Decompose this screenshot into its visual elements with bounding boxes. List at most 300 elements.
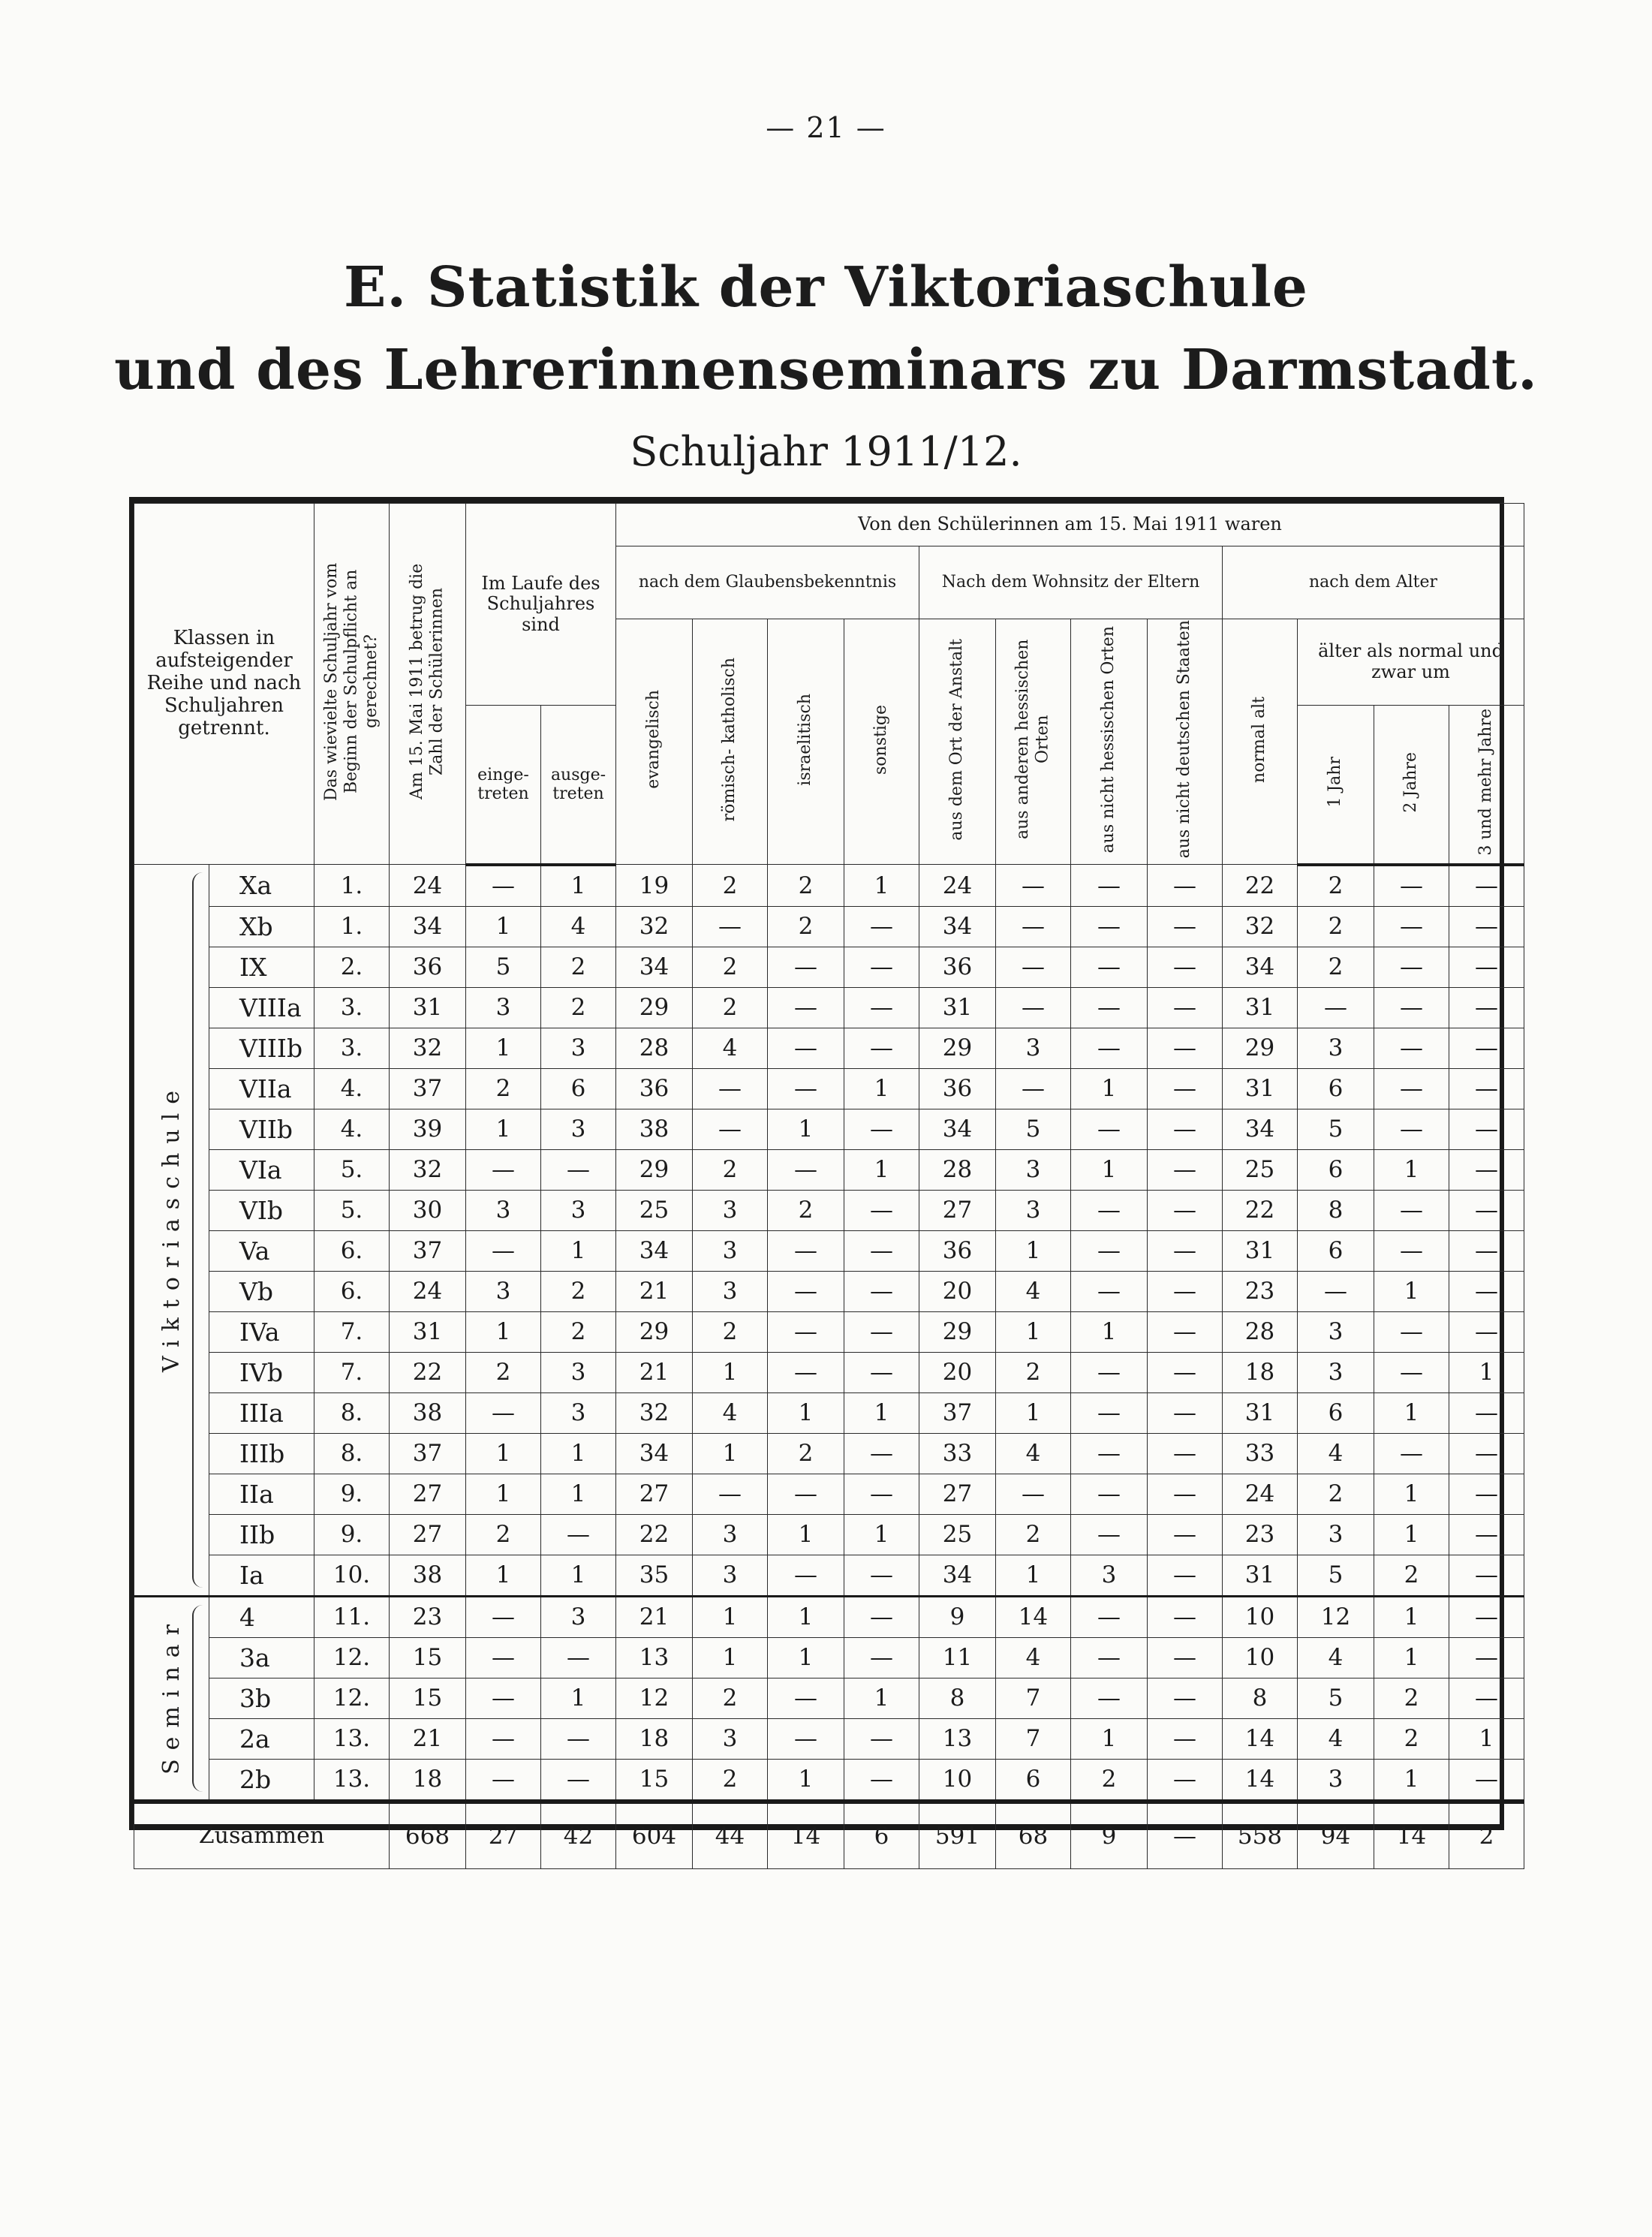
table-cell: 1 — [541, 1555, 616, 1596]
table-cell: 2 — [1298, 865, 1374, 907]
table-cell: — — [466, 1718, 541, 1759]
table-cell: 3 — [693, 1514, 768, 1555]
class-name-cell: 2b — [209, 1759, 314, 1802]
statistics-table — [134, 503, 1524, 1869]
total-cell: — — [1148, 1802, 1223, 1869]
table-cell: 2 — [693, 865, 768, 907]
table-cell: 37 — [390, 1230, 466, 1271]
table-body — [134, 865, 1524, 1869]
table-cell: 2 — [768, 1190, 844, 1230]
table-cell: 9. — [314, 1514, 390, 1555]
table-cell: 38 — [390, 1392, 466, 1433]
table-cell: — — [1148, 1352, 1223, 1392]
table-cell: 4 — [1298, 1718, 1374, 1759]
table-cell: 34 — [616, 947, 693, 987]
table-cell: 1 — [1071, 1149, 1148, 1190]
table-cell: 6 — [541, 1068, 616, 1109]
table-cell: — — [844, 1718, 919, 1759]
table-cell: — — [466, 865, 541, 907]
table-cell: — — [844, 1271, 919, 1311]
table-cell: 32 — [616, 1392, 693, 1433]
table-cell: — — [1071, 1230, 1148, 1271]
table-cell: 6 — [1298, 1230, 1374, 1271]
table-cell: — — [1449, 1596, 1524, 1637]
table-cell: 6. — [314, 1230, 390, 1271]
table-cell: 3 — [996, 1149, 1071, 1190]
table-cell: — — [1071, 1678, 1148, 1718]
table-cell: — — [1148, 987, 1223, 1028]
table-cell: — — [1071, 906, 1148, 947]
table-cell: 4 — [693, 1028, 768, 1068]
table-cell: 1 — [693, 1596, 768, 1637]
table-cell: 3 — [1298, 1352, 1374, 1392]
table-cell: 14 — [1223, 1759, 1298, 1802]
table-cell: 18 — [1223, 1352, 1298, 1392]
table-cell: 23 — [1223, 1271, 1298, 1311]
table-cell: — — [1148, 1678, 1223, 1718]
table-row — [134, 1474, 1524, 1514]
total-cell: 27 — [466, 1802, 541, 1869]
table-cell: 6 — [1298, 1149, 1374, 1190]
total-cell: 6 — [844, 1802, 919, 1869]
table-cell: 11 — [919, 1637, 996, 1678]
table-cell: 30 — [390, 1190, 466, 1230]
table-cell: 1 — [1449, 1352, 1524, 1392]
table-cell: — — [1449, 1678, 1524, 1718]
table-cell: 15 — [616, 1759, 693, 1802]
table-cell: 2 — [996, 1514, 1071, 1555]
table-cell: 1 — [768, 1109, 844, 1149]
class-name-cell: Xa — [209, 865, 314, 907]
table-cell: — — [1071, 1433, 1148, 1474]
table-cell: — — [693, 1109, 768, 1149]
table-cell: 27 — [616, 1474, 693, 1514]
group-label-seminar: Seminar — [134, 1596, 209, 1802]
table-cell: 1 — [466, 906, 541, 947]
table-cell: 23 — [1223, 1514, 1298, 1555]
table-cell: 2 — [541, 1271, 616, 1311]
table-cell: 3 — [1298, 1028, 1374, 1068]
table-cell: 3 — [541, 1596, 616, 1637]
header-jahr2: 2 Jahre — [1374, 706, 1449, 865]
table-cell: — — [1374, 865, 1449, 907]
table-cell: 2 — [1298, 947, 1374, 987]
table-cell: 5 — [1298, 1678, 1374, 1718]
table-cell: 1 — [844, 1149, 919, 1190]
table-cell: 22 — [390, 1352, 466, 1392]
table-cell: 4 — [1298, 1637, 1374, 1678]
table-cell: 1 — [466, 1433, 541, 1474]
table-cell: — — [1071, 865, 1148, 907]
table-cell: 27 — [390, 1514, 466, 1555]
table-cell: — — [1148, 1637, 1223, 1678]
table-cell: — — [1449, 987, 1524, 1028]
table-cell: — — [1148, 1514, 1223, 1555]
table-cell: — — [844, 1596, 919, 1637]
table-row — [134, 1028, 1524, 1068]
table-cell: 1 — [541, 1433, 616, 1474]
table-cell: 5 — [466, 947, 541, 987]
table-cell: 36 — [390, 947, 466, 987]
table-cell: 28 — [616, 1028, 693, 1068]
header-normal: normal alt — [1223, 619, 1298, 865]
table-cell: 1 — [1449, 1718, 1524, 1759]
table-cell: — — [1374, 947, 1449, 987]
table-cell: 1 — [693, 1637, 768, 1678]
table-cell: 4 — [996, 1637, 1071, 1678]
table-cell: 2 — [1071, 1759, 1148, 1802]
table-cell: — — [1374, 987, 1449, 1028]
total-label: Zusammen — [134, 1802, 390, 1869]
table-cell: 3 — [1298, 1311, 1374, 1352]
table-cell: 29 — [919, 1311, 996, 1352]
table-cell: 1. — [314, 906, 390, 947]
table-cell: 2 — [541, 1311, 616, 1352]
table-cell: — — [1148, 947, 1223, 987]
class-name-cell: Ia — [209, 1555, 314, 1596]
header-glauben: nach dem Glaubensbekenntnis — [616, 546, 919, 619]
table-cell: 12 — [616, 1678, 693, 1718]
table-cell: 29 — [616, 1149, 693, 1190]
header-jahr3: 3 und mehr Jahre — [1449, 706, 1524, 865]
table-cell: 1 — [466, 1109, 541, 1149]
table-cell: — — [1148, 1271, 1223, 1311]
table-cell: — — [1148, 1028, 1223, 1068]
table-cell: — — [1449, 1514, 1524, 1555]
table-row — [134, 1230, 1524, 1271]
table-cell: — — [1374, 1352, 1449, 1392]
table-cell: 6. — [314, 1271, 390, 1311]
header-jahr1: 1 Jahr — [1298, 706, 1374, 865]
table-cell: — — [844, 1474, 919, 1514]
table-cell: 34 — [1223, 1109, 1298, 1149]
table-cell: — — [844, 1352, 919, 1392]
table-cell: 12. — [314, 1678, 390, 1718]
table-cell: — — [1148, 1596, 1223, 1637]
table-row — [134, 1392, 1524, 1433]
table-cell: 1 — [1374, 1596, 1449, 1637]
table-cell: 3 — [466, 1190, 541, 1230]
header-sonstige: sonstige — [844, 619, 919, 865]
class-name-cell: IIIa — [209, 1392, 314, 1433]
table-cell: — — [844, 1637, 919, 1678]
table-cell: 36 — [919, 947, 996, 987]
table-cell: — — [466, 1230, 541, 1271]
header-wohnsitz: Nach dem Wohnsitz der Eltern — [919, 546, 1223, 619]
table-cell: — — [1449, 1028, 1524, 1068]
table-cell: 14 — [996, 1596, 1071, 1637]
table-cell: 6 — [1298, 1392, 1374, 1433]
table-cell: 2 — [768, 865, 844, 907]
table-cell: — — [1148, 1555, 1223, 1596]
page-number: — 21 — — [766, 111, 886, 144]
table-cell: 13 — [616, 1637, 693, 1678]
table-cell: 2 — [1298, 1474, 1374, 1514]
class-name-cell: VIIIb — [209, 1028, 314, 1068]
table-cell: 1 — [768, 1514, 844, 1555]
table-cell: 1 — [844, 1678, 919, 1718]
table-cell: — — [466, 1149, 541, 1190]
table-cell: — — [844, 1759, 919, 1802]
table-cell: 2. — [314, 947, 390, 987]
class-name-cell: VIb — [209, 1190, 314, 1230]
header-laufe: Im Laufe des Schuljahres sind — [466, 504, 616, 706]
table-cell: 4. — [314, 1068, 390, 1109]
table-cell: 1 — [996, 1555, 1071, 1596]
table-cell: 24 — [1223, 1474, 1298, 1514]
table-cell: 1 — [693, 1352, 768, 1392]
table-cell: — — [1374, 1109, 1449, 1149]
table-cell: 1 — [768, 1596, 844, 1637]
table-cell: — — [1148, 1311, 1223, 1352]
total-cell: 42 — [541, 1802, 616, 1869]
table-cell: 1 — [844, 865, 919, 907]
table-cell: 31 — [1223, 1068, 1298, 1109]
table-cell: 21 — [390, 1718, 466, 1759]
table-cell: 33 — [1223, 1433, 1298, 1474]
table-cell: 5 — [1298, 1109, 1374, 1149]
table-cell: 1 — [996, 1230, 1071, 1271]
table-cell: 12 — [1298, 1596, 1374, 1637]
table-cell: 2 — [466, 1514, 541, 1555]
table-cell: 2 — [996, 1352, 1071, 1392]
table-cell: 4. — [314, 1109, 390, 1149]
table-cell: 1 — [1071, 1718, 1148, 1759]
table-cell: 1 — [1374, 1759, 1449, 1802]
table-cell: 3 — [693, 1718, 768, 1759]
table-cell: — — [844, 1109, 919, 1149]
table-cell: — — [1449, 1555, 1524, 1596]
table-cell: 24 — [919, 865, 996, 907]
table-cell: — — [1449, 1433, 1524, 1474]
table-row — [134, 987, 1524, 1028]
table-row — [134, 865, 1524, 907]
table-cell: 31 — [390, 987, 466, 1028]
table-cell: 11. — [314, 1596, 390, 1637]
table-cell: 8 — [1298, 1190, 1374, 1230]
table-cell: — — [1148, 906, 1223, 947]
header-klassen: Klassen in aufsteigender Reihe und nach Schuljahren getrennt. — [134, 504, 314, 865]
table-cell: — — [996, 1068, 1071, 1109]
table-row — [134, 1190, 1524, 1230]
table-row — [134, 1311, 1524, 1352]
class-name-cell: IIa — [209, 1474, 314, 1514]
total-cell: 2 — [1449, 1802, 1524, 1869]
table-cell: 20 — [919, 1352, 996, 1392]
table-row — [134, 1352, 1524, 1392]
table-cell: — — [1071, 987, 1148, 1028]
table-cell: 25 — [1223, 1149, 1298, 1190]
header-ort: aus dem Ort der Anstalt — [919, 619, 996, 865]
table-cell: 3 — [541, 1028, 616, 1068]
table-cell: 10 — [919, 1759, 996, 1802]
table-cell: 31 — [390, 1311, 466, 1352]
table-cell: 29 — [616, 987, 693, 1028]
table-cell: 1 — [1374, 1514, 1449, 1555]
header-israelitisch: israelitisch — [768, 619, 844, 865]
group-label-viktoria: Viktoriaschule — [134, 865, 209, 1597]
table-cell: 34 — [919, 906, 996, 947]
table-cell: — — [1449, 1190, 1524, 1230]
table-cell: 1 — [466, 1555, 541, 1596]
table-row — [134, 1555, 1524, 1596]
table-cell: 2 — [541, 987, 616, 1028]
table-cell: — — [1449, 1271, 1524, 1311]
table-cell: — — [1374, 1028, 1449, 1068]
table-cell: 22 — [616, 1514, 693, 1555]
table-cell: 34 — [1223, 947, 1298, 987]
table-cell: 27 — [919, 1474, 996, 1514]
table-cell: 2 — [1374, 1555, 1449, 1596]
table-cell: — — [1374, 1190, 1449, 1230]
table-cell: 21 — [616, 1352, 693, 1392]
table-cell: 14 — [1223, 1718, 1298, 1759]
table-cell: 2 — [1374, 1718, 1449, 1759]
table-cell: — — [768, 1068, 844, 1109]
table-cell: 1 — [768, 1759, 844, 1802]
table-cell: 3 — [693, 1271, 768, 1311]
table-cell: — — [1071, 947, 1148, 987]
table-cell: 8. — [314, 1392, 390, 1433]
table-cell: 22 — [1223, 865, 1298, 907]
class-name-cell: VIa — [209, 1149, 314, 1190]
table-cell: — — [1449, 906, 1524, 947]
class-name-cell: VIIb — [209, 1109, 314, 1149]
table-cell: 4 — [996, 1433, 1071, 1474]
table-cell: — — [1449, 1637, 1524, 1678]
table-cell: — — [1071, 1514, 1148, 1555]
table-cell: 31 — [1223, 1555, 1298, 1596]
class-name-cell: IIIb — [209, 1433, 314, 1474]
table-cell: — — [1148, 1718, 1223, 1759]
table-cell: 4 — [693, 1392, 768, 1433]
header-evangelisch: evangelisch — [616, 619, 693, 865]
class-name-cell: IVb — [209, 1352, 314, 1392]
table-cell: — — [1298, 1271, 1374, 1311]
table-cell: 3 — [541, 1109, 616, 1149]
table-cell: — — [466, 1759, 541, 1802]
table-cell: — — [541, 1637, 616, 1678]
table-cell: — — [844, 906, 919, 947]
table-cell: 1 — [541, 1230, 616, 1271]
header-zahl: Am 15. Mai 1911 betrug die Zahl der Schülerinnen — [390, 504, 466, 865]
table-cell: 1 — [768, 1392, 844, 1433]
table-cell: 15 — [390, 1678, 466, 1718]
class-name-cell: IIb — [209, 1514, 314, 1555]
table-cell: 2 — [1298, 906, 1374, 947]
table-cell: — — [1449, 1068, 1524, 1109]
table-cell: — — [768, 987, 844, 1028]
table-cell: 1 — [844, 1392, 919, 1433]
table-cell: — — [541, 1514, 616, 1555]
table-cell: 2 — [693, 1149, 768, 1190]
table-cell: — — [1148, 1149, 1223, 1190]
table-cell: — — [1374, 1311, 1449, 1352]
table-cell: — — [1298, 987, 1374, 1028]
title-line-2: und des Lehrerinnenseminars zu Darmstadt. — [114, 338, 1538, 402]
table-cell: — — [1071, 1474, 1148, 1514]
table-cell: — — [541, 1759, 616, 1802]
subtitle: Schuljahr 1911/12. — [630, 428, 1022, 475]
table-cell: 32 — [616, 906, 693, 947]
table-cell: — — [996, 906, 1071, 947]
table-cell: — — [996, 865, 1071, 907]
table-cell: — — [996, 1474, 1071, 1514]
table-cell: — — [1449, 1474, 1524, 1514]
table-cell: 39 — [390, 1109, 466, 1149]
table-cell: 2 — [693, 987, 768, 1028]
table-cell: 10. — [314, 1555, 390, 1596]
table-cell: 31 — [1223, 1230, 1298, 1271]
table-cell: — — [1148, 1433, 1223, 1474]
table-cell: 37 — [390, 1068, 466, 1109]
table-cell: — — [768, 947, 844, 987]
table-cell: 3 — [996, 1028, 1071, 1068]
table-cell: — — [1449, 1759, 1524, 1802]
table-cell: — — [768, 1352, 844, 1392]
table-cell: 1 — [466, 1474, 541, 1514]
table-cell: 2 — [541, 947, 616, 987]
table-cell: — — [1449, 1392, 1524, 1433]
table-row — [134, 1068, 1524, 1109]
table-cell: — — [1374, 906, 1449, 947]
table-cell: — — [844, 1028, 919, 1068]
total-cell: 591 — [919, 1802, 996, 1869]
table-cell: 33 — [919, 1433, 996, 1474]
total-cell: 558 — [1223, 1802, 1298, 1869]
table-cell: — — [693, 906, 768, 947]
table-cell: — — [1071, 1028, 1148, 1068]
table-cell: — — [466, 1678, 541, 1718]
table-row — [134, 1678, 1524, 1718]
title-line-1: E. Statistik der Viktoriaschule — [344, 255, 1308, 320]
table-cell: — — [466, 1637, 541, 1678]
table-cell: 1 — [768, 1637, 844, 1678]
table-cell: 29 — [616, 1311, 693, 1352]
table-cell: 7 — [996, 1678, 1071, 1718]
table-cell: — — [466, 1596, 541, 1637]
table-cell: 3 — [466, 987, 541, 1028]
table-cell: 31 — [1223, 987, 1298, 1028]
table-cell: — — [844, 1555, 919, 1596]
total-cell: 44 — [693, 1802, 768, 1869]
class-name-cell: Va — [209, 1230, 314, 1271]
table-cell: 2 — [693, 1678, 768, 1718]
table-cell: 3 — [996, 1190, 1071, 1230]
table-cell: 1 — [466, 1028, 541, 1068]
table-row — [134, 1109, 1524, 1149]
class-name-cell: Vb — [209, 1271, 314, 1311]
table-cell: 3. — [314, 987, 390, 1028]
total-cell: 94 — [1298, 1802, 1374, 1869]
table-cell: 5. — [314, 1149, 390, 1190]
table-cell: — — [768, 1230, 844, 1271]
table-cell: 7. — [314, 1352, 390, 1392]
table-cell: 34 — [616, 1230, 693, 1271]
table-cell: 7 — [996, 1718, 1071, 1759]
table-cell: 3 — [693, 1190, 768, 1230]
table-cell: 3. — [314, 1028, 390, 1068]
table-cell: 10 — [1223, 1596, 1298, 1637]
table-cell: 3 — [693, 1230, 768, 1271]
header-nicht-hessisch: aus nicht hessischen Orten — [1071, 619, 1148, 865]
table-cell: 20 — [919, 1271, 996, 1311]
table-cell: — — [1071, 1271, 1148, 1311]
table-row — [134, 1149, 1524, 1190]
table-cell: 3 — [541, 1352, 616, 1392]
table-cell: 6 — [996, 1759, 1071, 1802]
total-cell: 9 — [1071, 1802, 1148, 1869]
